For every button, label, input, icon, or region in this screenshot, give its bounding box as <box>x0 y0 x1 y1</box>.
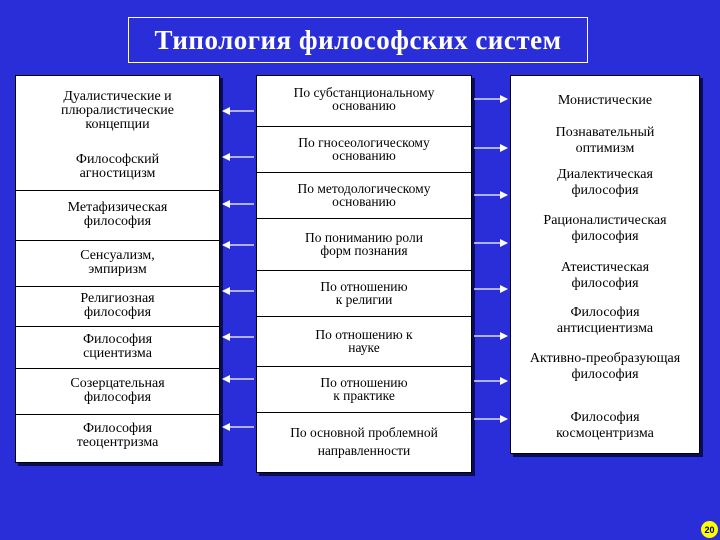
left-item-scientism: Философия сциентизма <box>82 332 153 361</box>
middle-item-practice: По отношению к практике <box>320 374 408 403</box>
middle-item-gnoseological: По гносеологическому основанию <box>298 134 430 163</box>
middle-item-cognition-forms: По пониманию роли форм познания <box>305 229 423 258</box>
left-item-sensualism: Сенсуализм, эмпиризм <box>80 248 155 277</box>
left-item-dualism: Дуалистические и плюралистические концепции <box>61 89 174 132</box>
right-item-antiscientism: Философия антисциентизма <box>556 304 654 336</box>
right-item-monism: Монистические <box>557 92 653 108</box>
left-item-religious: Религиозная философия <box>80 291 155 320</box>
middle-item-science: По отношению к науке <box>315 326 413 355</box>
right-item-rationalist: Рационалистическая философия <box>543 212 667 244</box>
left-panel <box>15 75 220 463</box>
right-panel <box>510 75 700 454</box>
right-item-transforming: Активно-преобразующая философия <box>529 350 681 382</box>
middle-item-methodological: По методологическому основанию <box>297 180 431 209</box>
left-item-metaphysical: Метафизическая философия <box>67 200 168 229</box>
right-item-cosmocentrism: Философия космоцентризма <box>556 409 654 441</box>
left-item-contemplative: Созерцательная философия <box>70 376 165 405</box>
middle-panel <box>256 75 472 473</box>
slide-title: Типология философских систем <box>128 17 588 63</box>
right-item-dialectical: Диалектическая философия <box>557 166 653 198</box>
left-item-agnosticism: Философский агностицизм <box>75 152 160 181</box>
middle-item-substantial: По субстанциональному основанию <box>293 84 435 113</box>
middle-item-problem-focus: По основной проблемной направленности <box>290 424 438 458</box>
right-item-atheistic: Атеистическая философия <box>560 259 650 291</box>
left-item-theocentrism: Философия теоцентризма <box>76 421 159 450</box>
page-number-badge: 20 <box>701 521 718 538</box>
middle-item-religion: По отношению к религии <box>320 278 408 307</box>
right-item-optimism: Познавательный оптимизм <box>555 124 655 156</box>
